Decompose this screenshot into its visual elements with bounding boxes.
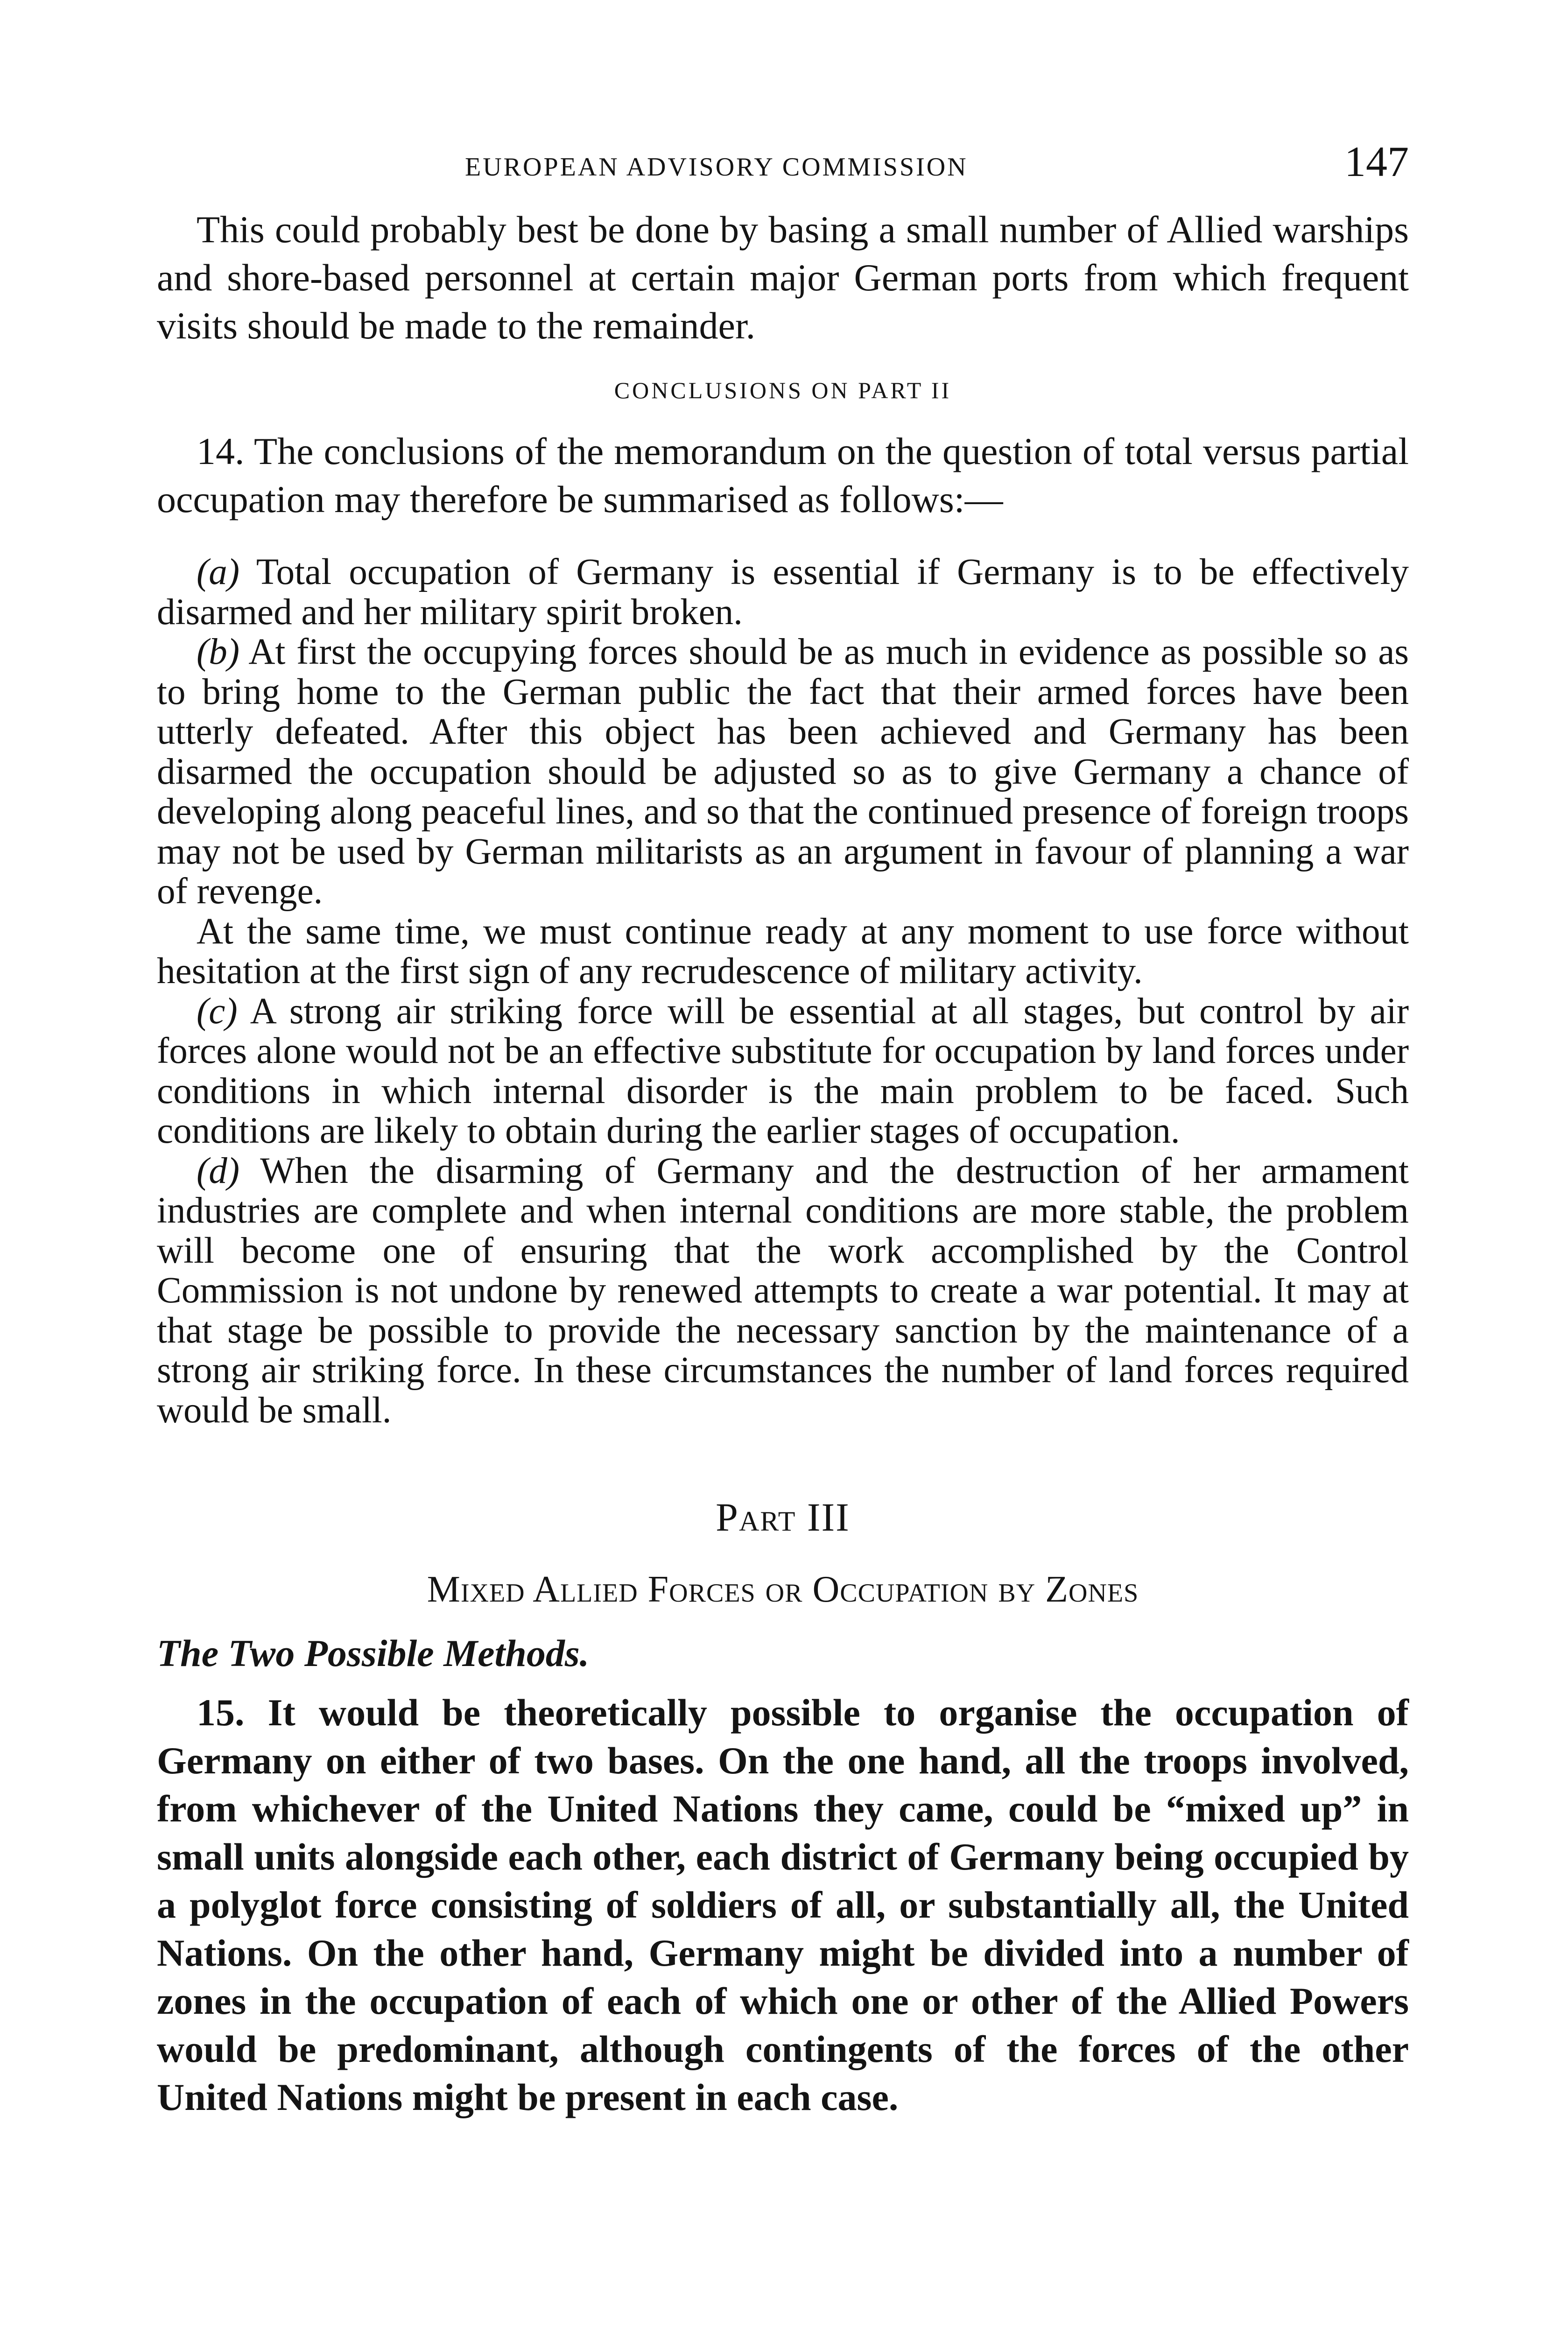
conclusion-item-d bbox=[157, 1151, 1409, 1431]
conclusion-item-b-continued: At the same time, we must continue ready at any moment to use force without hesitation at the first sign of any recrudescence of military activity. bbox=[157, 911, 1409, 991]
item-b-text: At first the occupying forces should be as much in evidence as possible so as to bring home to the German public the fact that their armed forces have been utterly defeated. After this object has been achieved and Germany has been disarmed the occupation should be adjusted so as to give Germany a chance of developing along peaceful lines, and so that the continued presence of foreign troops may not be used by German militarists as an argument in favour of planning a war of revenge. bbox=[157, 632, 1409, 912]
item-c-label: (c) bbox=[197, 991, 238, 1032]
document-page bbox=[157, 140, 1409, 2121]
intro-paragraph: This could probably best be done by basing a small number of Allied warships and shore-based personnel at certain major German ports from which frequent visits should be made to the remainder. bbox=[157, 208, 1409, 347]
part-subtitle: Mixed Allied Forces or Occupation by Zones bbox=[427, 1569, 1139, 1610]
conclusion-item-b bbox=[157, 632, 1409, 912]
page-number: 147 bbox=[1344, 138, 1409, 185]
item-d-text: When the disarming of Germany and the destruction of her armament industries are complete and when internal conditions are more stable, the problem will become one of ensuring that the work accomplished by the Control Commission is not undone by renewed attempts to create a war potential. It may at that stage be possible to provide the necessary sanction by the maintenance of a strong air striking force. In these circumstances the number of land forces required would be small. bbox=[157, 1150, 1409, 1431]
part-title: Part III bbox=[716, 1495, 850, 1540]
item-d-label: (d) bbox=[197, 1150, 240, 1191]
running-head: EUROPEAN ADVISORY COMMISSION bbox=[465, 153, 968, 182]
item-a-label: (a) bbox=[197, 552, 240, 592]
section-subheading: The Two Possible Methods. bbox=[157, 1632, 590, 1674]
item-c-text: A strong air striking force will be essential at all stages, but control by air forces alone would not be an effective substitute for occupation by land forces under conditions in which internal disorder is the main problem to be faced. Such conditions are likely to obtain during the earlier stages of occupation. bbox=[157, 991, 1409, 1151]
page-header bbox=[157, 140, 1409, 205]
paragraph-14: 14. The conclusions of the memorandum on the question of total versus partial occupation may therefore be summarised as follows:— bbox=[157, 430, 1409, 520]
paragraph-15: 15. It would be theoretically possible to organise the occupation of Germany on either of two bases. On the one hand, all the troops involved, from whichever of the United Nations they came, could be “mixed up” in small units alongside each other, each district of Germany being occupied by a polyglot force consisting of soldiers of all, or substantially all, the United Nations. On the other hand, Germany might be divided into a number of zones in the occupation of each of which one or other of the Allied Powers would be predominant, although contingents of the forces of the other United Nations might be present in each case. bbox=[157, 1691, 1409, 2118]
conclusion-item-a bbox=[157, 552, 1409, 632]
conclusions-heading: CONCLUSIONS ON PART II bbox=[614, 377, 952, 403]
item-a-text: Total occupation of Germany is essential if Germany is to be effectively disarmed and her military spirit broken. bbox=[157, 552, 1409, 633]
item-b-label: (b) bbox=[197, 632, 240, 672]
conclusion-item-c bbox=[157, 991, 1409, 1151]
